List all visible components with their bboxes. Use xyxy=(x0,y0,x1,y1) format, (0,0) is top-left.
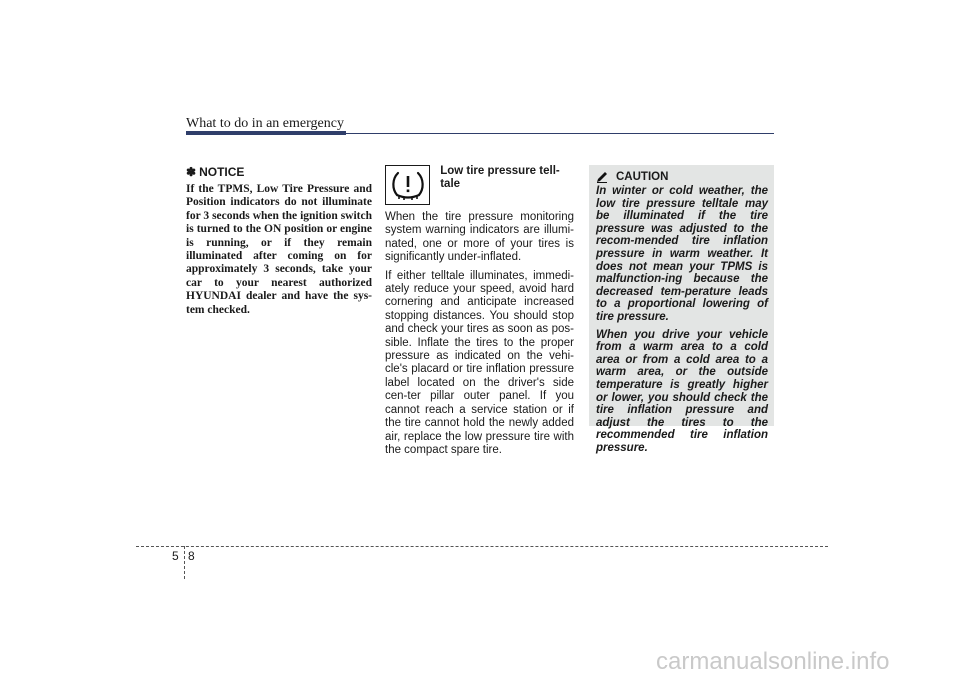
watermark: carmanualsonline.info xyxy=(656,648,890,675)
telltale-title: Low tire pressure tell-tale xyxy=(440,165,560,190)
notice-body: If the TPMS, Low Tire Pressure and Position indicators do not illuminate for 3 seconds when the ignition switch is turned to the ON position or engine is running, or if they remain illuminated after coming on for approximately 3 seconds, take your car to your nearest authorized HYUNDAI dealer and have the sys-tem checked. xyxy=(186,183,372,316)
header-rule-thick xyxy=(186,131,346,135)
page-number-divider xyxy=(184,546,185,579)
caution-heading xyxy=(596,171,768,183)
telltale-section xyxy=(385,165,574,462)
notice-label: NOTICE xyxy=(199,165,245,179)
section-title: What to do in an emergency xyxy=(186,116,344,131)
caution-box xyxy=(589,165,774,454)
page-number: 8 xyxy=(188,549,195,563)
notice-heading xyxy=(186,165,372,179)
telltale-body xyxy=(385,211,574,457)
caution-paragraph-1: In winter or cold weather, the low tire pressure telltale may be illuminated if the tire pressure was adjusted to the recom-mended tire inflation pressure in warm weather. It does not mean your TPMS is malfunction-ing because the decreased tem-perature leads to a proportional lowering of tire pressure. xyxy=(596,185,768,323)
chapter-number: 5 xyxy=(172,549,179,563)
notice-box xyxy=(186,165,372,317)
low-tire-pressure-telltale-icon xyxy=(385,165,430,205)
telltale-row xyxy=(385,165,574,207)
notice-star-icon: ✽ xyxy=(186,165,197,179)
caution-pencil-icon xyxy=(596,171,608,183)
telltale-paragraph-2: If either telltale illuminates, immedi-ately reduce your speed, avoid hard cornering and anticipate increased stopping distances. You should stop and check your tires as soon as pos-sible. Inflate the tires to the proper pressure as indicated on the vehi-cle's placard or tire inflation pressure label located on the driver's side cen-ter pillar outer panel. If you cannot reach a service station or if the tire cannot hold the newly added air, replace the low pressure tire with the compact spare tire. xyxy=(385,269,574,456)
caution-paragraph-2: When you drive your vehicle from a warm area to a cold area or from a cold area to a warm area, or the outside temperature is greatly higher or lower, you should check the tire inflation pressure and adjust the tires to the recommended tire inflation pressure. xyxy=(596,328,768,454)
footer-rule xyxy=(136,546,828,547)
telltale-paragraph-1: When the tire pressure monitoring system warning indicators are illumi-nated, one or more of your tires is significantly under-inflated. xyxy=(385,211,574,264)
header-rule-thin xyxy=(346,133,774,134)
caution-label: CAUTION xyxy=(616,171,669,183)
